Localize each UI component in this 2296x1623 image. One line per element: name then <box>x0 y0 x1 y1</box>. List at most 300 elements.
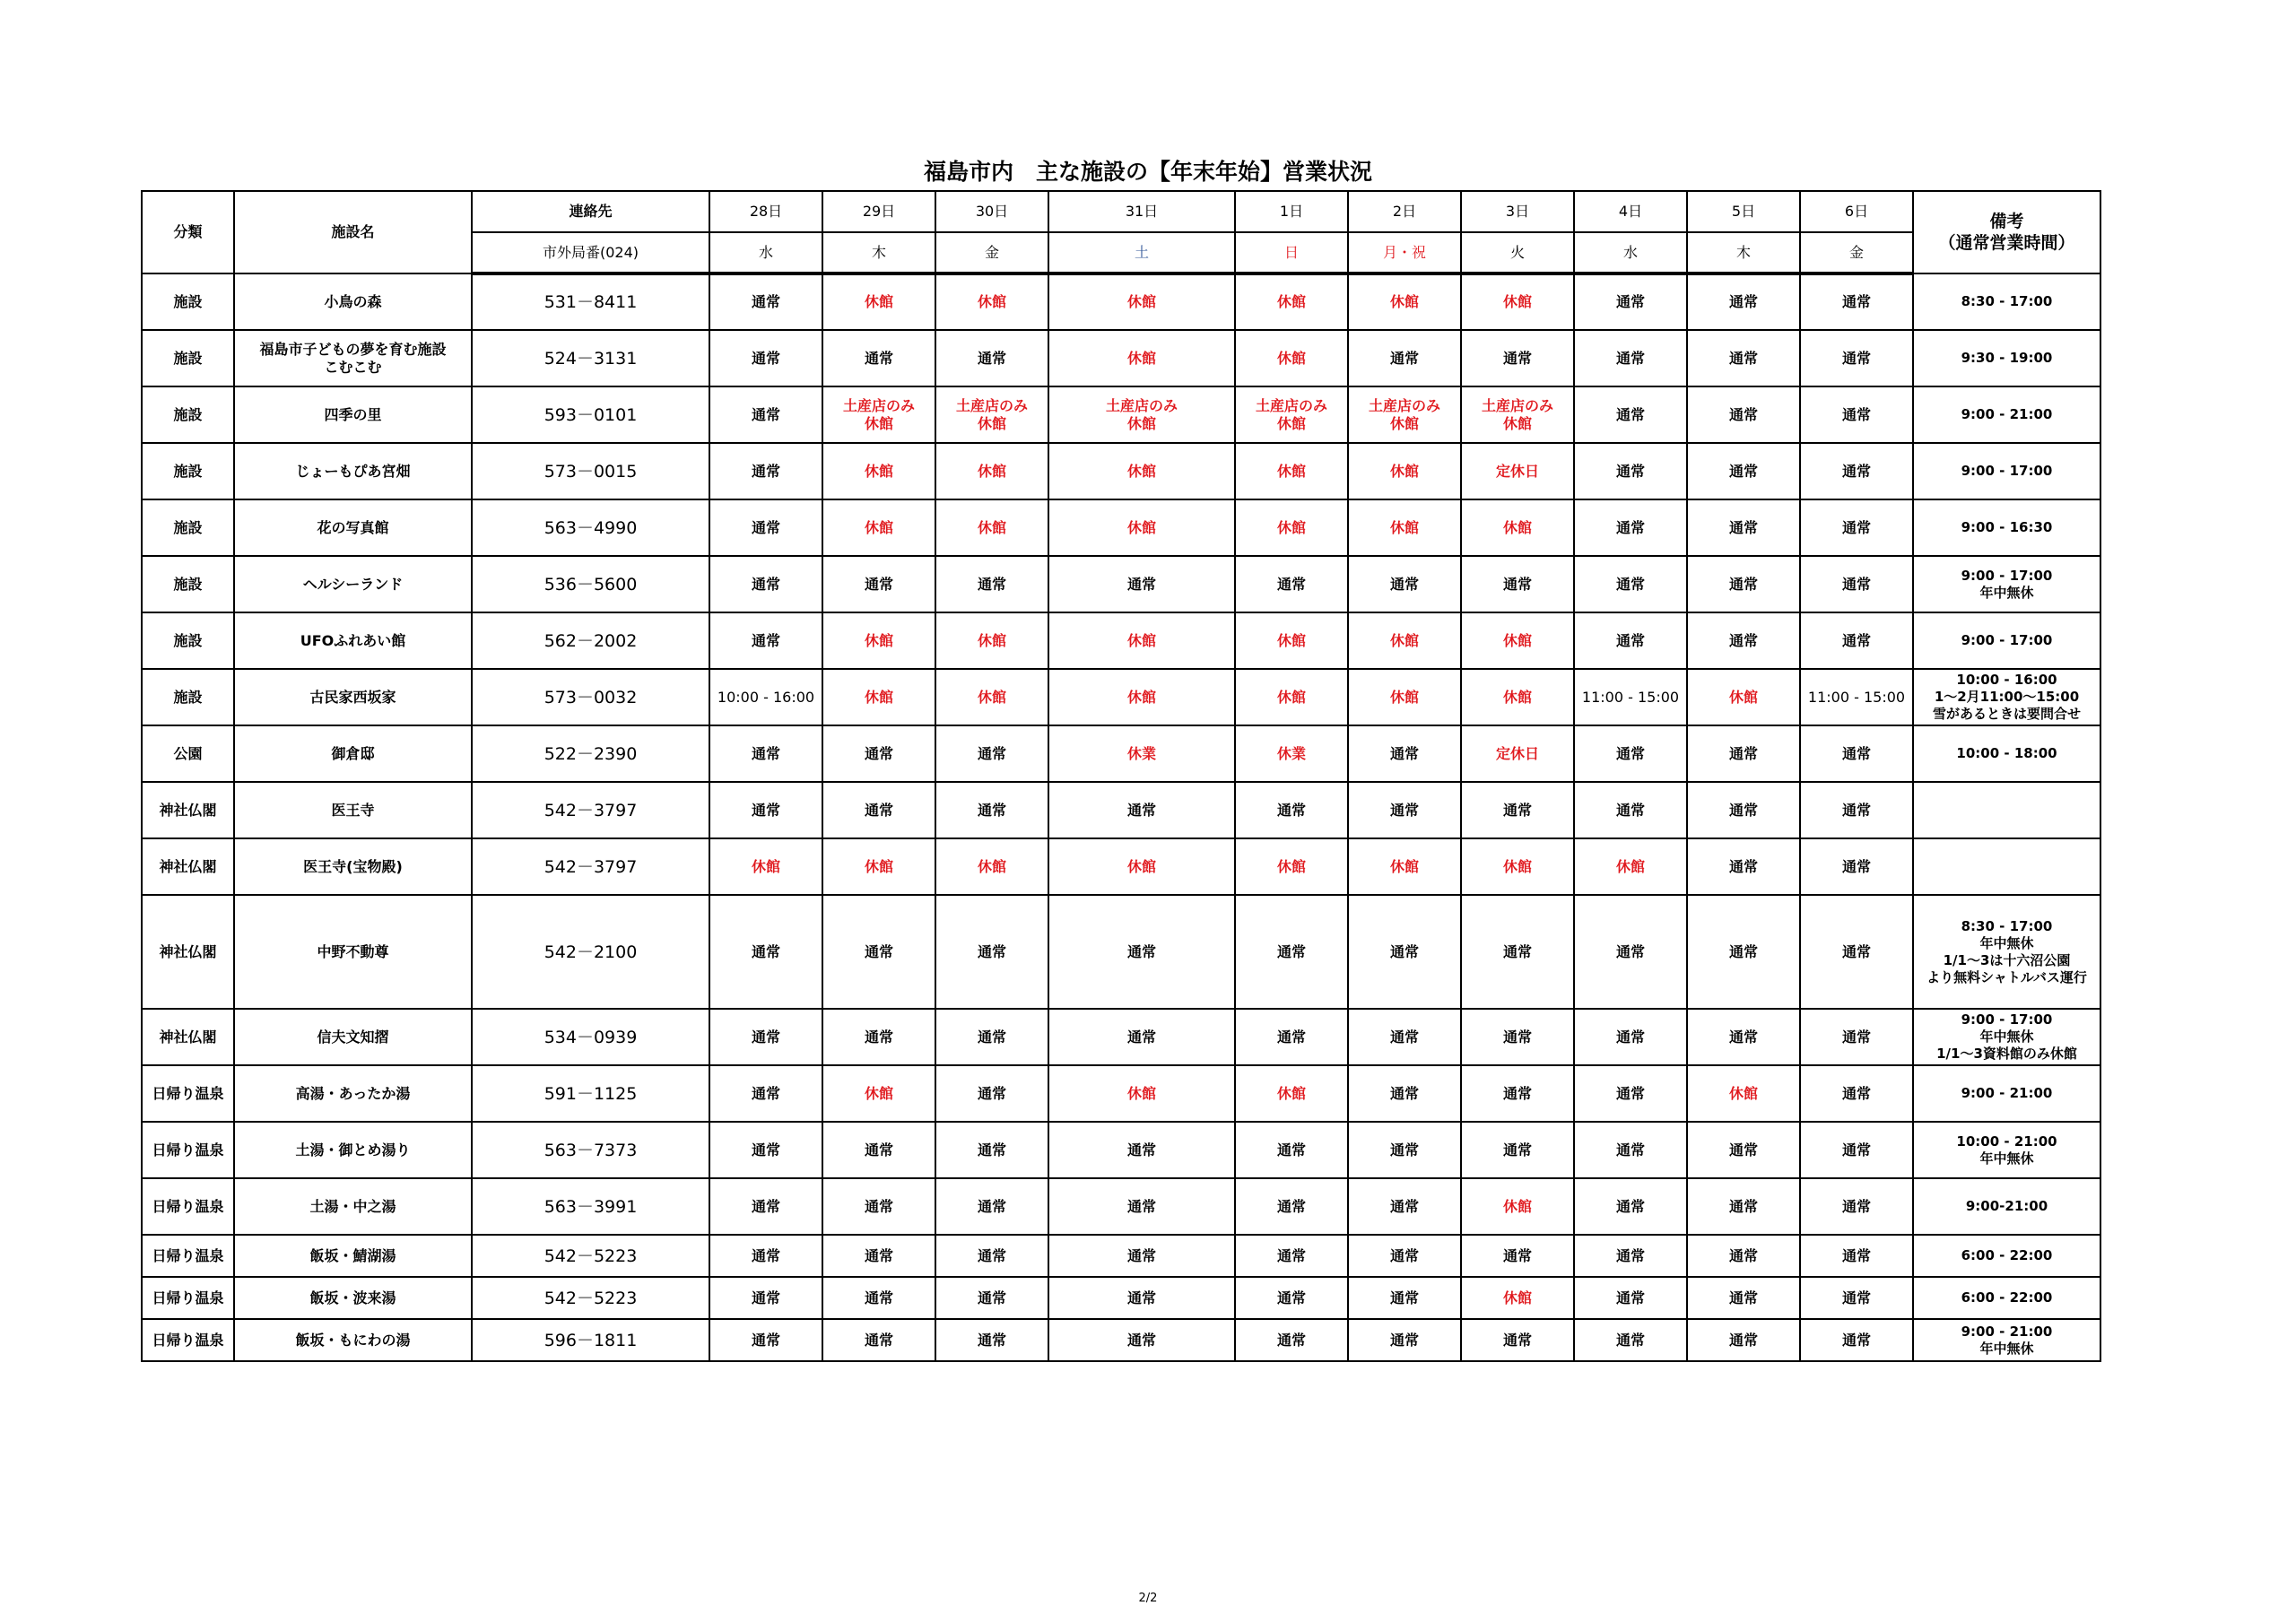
status-cell: 通常 <box>1800 725 1913 782</box>
status-cell: 通常 <box>1687 386 1800 443</box>
status-cell: 休館 <box>1348 612 1461 669</box>
status-cell: 通常 <box>1048 782 1235 838</box>
status-cell: 通常 <box>1800 273 1913 330</box>
page-title: 福島市内 主な施設の【年末年始】営業状況 <box>923 159 1372 185</box>
status-cell: 通常 <box>1800 330 1913 386</box>
status-cell: 休館 <box>1348 443 1461 499</box>
status-cell: 休館 <box>1235 669 1348 725</box>
status-cell: 通常 <box>1687 330 1800 386</box>
header-date: 30日 <box>935 191 1048 232</box>
status-cell: 定休日 <box>1461 725 1574 782</box>
facility-name-cell: 飯坂・鯖湖湯 <box>234 1235 472 1277</box>
status-cell: 休館 <box>1461 1178 1574 1235</box>
category-cell: 施設 <box>142 330 234 386</box>
category-cell: 日帰り温泉 <box>142 1065 234 1122</box>
status-cell: 通常 <box>1461 1122 1574 1178</box>
status-cell: 通常 <box>1235 782 1348 838</box>
table-row <box>142 386 2100 443</box>
status-cell: 通常 <box>1800 1065 1913 1122</box>
status-cell: 通常 <box>1800 895 1913 1009</box>
status-cell: 通常 <box>1687 499 1800 556</box>
header-date: 1日 <box>1235 191 1348 232</box>
status-cell: 通常 <box>709 895 822 1009</box>
phone-cell: 542－5223 <box>472 1235 709 1277</box>
status-cell: 休館 <box>935 669 1048 725</box>
table-row <box>142 782 2100 838</box>
facility-name-cell: 飯坂・波来湯 <box>234 1277 472 1319</box>
facility-name-cell: 四季の里 <box>234 386 472 443</box>
facility-name-cell: 花の写真館 <box>234 499 472 556</box>
table-row <box>142 556 2100 612</box>
status-cell: 休館 <box>1348 838 1461 895</box>
status-cell: 通常 <box>822 1178 935 1235</box>
note-cell: 9:30 - 19:00 <box>1913 330 2100 386</box>
status-cell: 通常 <box>935 782 1048 838</box>
facility-name-cell: 古民家西坂家 <box>234 669 472 725</box>
status-cell: 通常 <box>1574 330 1687 386</box>
note-cell: 9:00 - 17:00 <box>1913 612 2100 669</box>
status-cell: 休館 <box>1235 1065 1348 1122</box>
status-cell: 休館 <box>1348 499 1461 556</box>
phone-cell: 562－2002 <box>472 612 709 669</box>
status-cell: 通常 <box>1461 1235 1574 1277</box>
status-cell: 休館 <box>1348 669 1461 725</box>
status-cell: 休館 <box>1048 330 1235 386</box>
status-cell: 通常 <box>709 273 822 330</box>
facility-name-cell: 土湯・御とめ湯り <box>234 1122 472 1178</box>
status-cell: 通常 <box>1461 1319 1574 1361</box>
status-cell: 休館 <box>822 499 935 556</box>
header-date: 29日 <box>822 191 935 232</box>
status-cell: 通常 <box>935 1122 1048 1178</box>
status-cell: 通常 <box>1687 273 1800 330</box>
status-cell: 通常 <box>709 1277 822 1319</box>
category-cell: 神社仏閣 <box>142 895 234 1009</box>
status-cell: 通常 <box>1461 556 1574 612</box>
note-cell: 6:00 - 22:00 <box>1913 1235 2100 1277</box>
status-cell: 通常 <box>1461 895 1574 1009</box>
status-cell: 通常 <box>1574 725 1687 782</box>
header-area-code: 市外局番(024) <box>472 232 709 273</box>
status-cell: 通常 <box>1574 1122 1687 1178</box>
header-date: 5日 <box>1687 191 1800 232</box>
table-row <box>142 273 2100 330</box>
status-cell: 休館 <box>1461 273 1574 330</box>
status-cell: 休館 <box>822 443 935 499</box>
status-cell: 通常 <box>1348 330 1461 386</box>
status-cell: 通常 <box>709 1319 822 1361</box>
status-cell: 通常 <box>1687 612 1800 669</box>
header-category: 分類 <box>142 191 234 273</box>
status-cell: 通常 <box>1348 1065 1461 1122</box>
note-cell: 9:00 - 17:00 年中無休 <box>1913 556 2100 612</box>
status-cell: 通常 <box>1574 556 1687 612</box>
note-cell: 9:00 - 17:00 <box>1913 443 2100 499</box>
status-cell: 通常 <box>709 1009 822 1065</box>
status-cell: 通常 <box>1800 1277 1913 1319</box>
phone-cell: 596－1811 <box>472 1319 709 1361</box>
status-cell: 通常 <box>1348 725 1461 782</box>
status-cell: 通常 <box>709 1178 822 1235</box>
status-cell: 通常 <box>1574 1009 1687 1065</box>
status-cell: 通常 <box>1687 1235 1800 1277</box>
status-cell: 通常 <box>935 895 1048 1009</box>
status-cell: 休館 <box>1048 612 1235 669</box>
status-cell: 休館 <box>822 273 935 330</box>
note-cell: 10:00 - 18:00 <box>1913 725 2100 782</box>
header-contact: 連絡先 <box>472 191 709 232</box>
status-cell: 休館 <box>1235 838 1348 895</box>
header-date: 4日 <box>1574 191 1687 232</box>
status-cell: 定休日 <box>1461 443 1574 499</box>
category-cell: 施設 <box>142 612 234 669</box>
phone-cell: 542－5223 <box>472 1277 709 1319</box>
status-cell: 通常 <box>1461 1065 1574 1122</box>
status-cell: 通常 <box>1235 895 1348 1009</box>
note-cell: 8:30 - 17:00 年中無休 1/1～3は十六沼公園 より無料シャトルバス運行 <box>1913 895 2100 1009</box>
status-cell: 通常 <box>1574 499 1687 556</box>
status-cell: 通常 <box>1687 443 1800 499</box>
status-cell: 通常 <box>1574 1235 1687 1277</box>
status-cell: 通常 <box>935 1178 1048 1235</box>
status-cell: 通常 <box>1048 1122 1235 1178</box>
status-cell: 休館 <box>1048 273 1235 330</box>
note-cell: 10:00 - 21:00 年中無休 <box>1913 1122 2100 1178</box>
category-cell: 施設 <box>142 669 234 725</box>
table-row <box>142 1065 2100 1122</box>
status-cell: 通常 <box>935 1065 1048 1122</box>
status-cell: 土産店のみ 休館 <box>1048 386 1235 443</box>
status-cell: 通常 <box>1048 895 1235 1009</box>
status-cell: 休館 <box>709 838 822 895</box>
note-cell: 6:00 - 22:00 <box>1913 1277 2100 1319</box>
status-cell: 通常 <box>1348 1235 1461 1277</box>
header-weekday: 月・祝 <box>1348 232 1461 273</box>
status-cell: 休館 <box>935 273 1048 330</box>
status-cell: 休館 <box>822 669 935 725</box>
status-cell: 休館 <box>1461 612 1574 669</box>
status-cell: 通常 <box>709 443 822 499</box>
phone-cell: 563－7373 <box>472 1122 709 1178</box>
status-cell: 通常 <box>1235 1277 1348 1319</box>
phone-cell: 531－8411 <box>472 273 709 330</box>
header-weekday: 木 <box>822 232 935 273</box>
status-cell: 通常 <box>1048 1277 1235 1319</box>
header-date: 2日 <box>1348 191 1461 232</box>
status-cell: 通常 <box>1348 1319 1461 1361</box>
table-row <box>142 895 2100 1009</box>
status-cell: 通常 <box>1687 1009 1800 1065</box>
facility-name-cell: じょーもぴあ宮畑 <box>234 443 472 499</box>
phone-cell: 542－3797 <box>472 782 709 838</box>
facility-name-cell: ヘルシーランド <box>234 556 472 612</box>
status-cell: 11:00 - 15:00 <box>1574 669 1687 725</box>
status-cell: 通常 <box>1461 330 1574 386</box>
category-cell: 施設 <box>142 556 234 612</box>
header-date: 3日 <box>1461 191 1574 232</box>
status-cell: 通常 <box>709 782 822 838</box>
status-cell: 通常 <box>1235 1122 1348 1178</box>
status-cell: 通常 <box>1348 1122 1461 1178</box>
status-cell: 通常 <box>1048 1235 1235 1277</box>
status-cell: 通常 <box>1348 1178 1461 1235</box>
status-cell: 通常 <box>822 1009 935 1065</box>
status-cell: 通常 <box>935 725 1048 782</box>
status-cell: 通常 <box>1800 1122 1913 1178</box>
status-cell: 通常 <box>1235 556 1348 612</box>
status-cell: 通常 <box>822 1235 935 1277</box>
status-cell: 休館 <box>1235 443 1348 499</box>
status-cell: 通常 <box>935 1009 1048 1065</box>
table-body <box>142 273 2100 1361</box>
phone-cell: 536－5600 <box>472 556 709 612</box>
status-cell: 通常 <box>935 330 1048 386</box>
status-cell: 通常 <box>822 725 935 782</box>
status-cell: 通常 <box>1687 1277 1800 1319</box>
status-cell: 休館 <box>1048 838 1235 895</box>
status-cell: 休館 <box>822 838 935 895</box>
category-cell: 神社仏閣 <box>142 1009 234 1065</box>
status-cell: 休館 <box>1461 669 1574 725</box>
status-cell: 通常 <box>1574 1065 1687 1122</box>
category-cell: 施設 <box>142 443 234 499</box>
status-cell: 通常 <box>1348 895 1461 1009</box>
status-cell: 通常 <box>1048 556 1235 612</box>
header-weekday: 土 <box>1048 232 1235 273</box>
facility-name-cell: 中野不動尊 <box>234 895 472 1009</box>
status-cell: 10:00 - 16:00 <box>709 669 822 725</box>
status-cell: 休館 <box>1461 838 1574 895</box>
status-cell: 通常 <box>1048 1009 1235 1065</box>
status-cell: 通常 <box>1235 1009 1348 1065</box>
phone-cell: 573－0015 <box>472 443 709 499</box>
note-cell <box>1913 782 2100 838</box>
facility-name-cell: UFOふれあい館 <box>234 612 472 669</box>
phone-cell: 573－0032 <box>472 669 709 725</box>
note-cell <box>1913 838 2100 895</box>
status-cell: 通常 <box>1574 895 1687 1009</box>
status-cell: 通常 <box>1800 1009 1913 1065</box>
category-cell: 日帰り温泉 <box>142 1235 234 1277</box>
category-cell: 日帰り温泉 <box>142 1122 234 1178</box>
status-cell: 通常 <box>1687 1178 1800 1235</box>
status-cell: 通常 <box>1687 556 1800 612</box>
status-cell: 休館 <box>1687 669 1800 725</box>
status-cell: 通常 <box>822 1277 935 1319</box>
status-cell: 通常 <box>1574 1178 1687 1235</box>
status-cell: 通常 <box>1574 612 1687 669</box>
header-weekday: 水 <box>1574 232 1687 273</box>
category-cell: 日帰り温泉 <box>142 1319 234 1361</box>
status-cell: 通常 <box>709 556 822 612</box>
status-cell: 通常 <box>1687 1122 1800 1178</box>
status-cell: 土産店のみ 休館 <box>1348 386 1461 443</box>
status-cell: 通常 <box>935 1277 1048 1319</box>
status-cell: 休館 <box>1461 1277 1574 1319</box>
phone-cell: 542－2100 <box>472 895 709 1009</box>
status-cell: 土産店のみ 休館 <box>1235 386 1348 443</box>
phone-cell: 522－2390 <box>472 725 709 782</box>
status-cell: 通常 <box>1574 1319 1687 1361</box>
table-row <box>142 1235 2100 1277</box>
facility-name-cell: 小鳥の森 <box>234 273 472 330</box>
status-cell: 通常 <box>709 330 822 386</box>
category-cell: 日帰り温泉 <box>142 1277 234 1319</box>
status-cell: 通常 <box>1048 1178 1235 1235</box>
category-cell: 施設 <box>142 499 234 556</box>
phone-cell: 534－0939 <box>472 1009 709 1065</box>
table-row <box>142 1178 2100 1235</box>
status-cell: 通常 <box>709 1235 822 1277</box>
status-cell: 通常 <box>1574 1277 1687 1319</box>
status-cell: 休館 <box>935 499 1048 556</box>
header-weekday: 日 <box>1235 232 1348 273</box>
category-cell: 施設 <box>142 273 234 330</box>
status-cell: 通常 <box>822 782 935 838</box>
category-cell: 公園 <box>142 725 234 782</box>
table-row <box>142 838 2100 895</box>
status-cell: 土産店のみ 休館 <box>822 386 935 443</box>
phone-cell: 591－1125 <box>472 1065 709 1122</box>
header-date: 31日 <box>1048 191 1235 232</box>
status-cell: 通常 <box>1800 612 1913 669</box>
status-cell: 通常 <box>822 1319 935 1361</box>
header-date: 28日 <box>709 191 822 232</box>
table-row <box>142 1319 2100 1361</box>
table-row <box>142 443 2100 499</box>
status-cell: 通常 <box>1800 1319 1913 1361</box>
header-date: 6日 <box>1800 191 1913 232</box>
facility-name-cell: 御倉邸 <box>234 725 472 782</box>
facility-name-cell: 土湯・中之湯 <box>234 1178 472 1235</box>
status-cell: 通常 <box>1048 1319 1235 1361</box>
status-cell: 通常 <box>1800 443 1913 499</box>
status-cell: 通常 <box>822 1122 935 1178</box>
table-row <box>142 1122 2100 1178</box>
header-weekday: 金 <box>1800 232 1913 273</box>
status-cell: 通常 <box>1687 895 1800 1009</box>
phone-cell: 542－3797 <box>472 838 709 895</box>
status-cell: 休館 <box>1048 499 1235 556</box>
status-cell: 休館 <box>1048 669 1235 725</box>
status-cell: 通常 <box>1235 1178 1348 1235</box>
status-cell: 休館 <box>1235 273 1348 330</box>
category-cell: 日帰り温泉 <box>142 1178 234 1235</box>
note-cell: 9:00-21:00 <box>1913 1178 2100 1235</box>
schedule-table <box>141 190 2101 1362</box>
table-row <box>142 1277 2100 1319</box>
category-cell: 施設 <box>142 386 234 443</box>
status-cell: 通常 <box>1800 1178 1913 1235</box>
facility-name-cell: 医王寺 <box>234 782 472 838</box>
status-cell: 通常 <box>935 1319 1048 1361</box>
status-cell: 休館 <box>1235 499 1348 556</box>
table-row <box>142 499 2100 556</box>
note-cell: 9:00 - 21:00 <box>1913 386 2100 443</box>
status-cell: 通常 <box>1235 1319 1348 1361</box>
status-cell: 通常 <box>822 895 935 1009</box>
table-header <box>142 191 2100 273</box>
facility-name-cell: 医王寺(宝物殿) <box>234 838 472 895</box>
status-cell: 通常 <box>1800 386 1913 443</box>
status-cell: 休館 <box>1687 1065 1800 1122</box>
status-cell: 休館 <box>1461 499 1574 556</box>
status-cell: 通常 <box>1461 782 1574 838</box>
status-cell: 通常 <box>1348 1277 1461 1319</box>
status-cell: 通常 <box>935 1235 1048 1277</box>
status-cell: 通常 <box>709 1122 822 1178</box>
status-cell: 通常 <box>1800 782 1913 838</box>
status-cell: 休館 <box>935 612 1048 669</box>
phone-cell: 524－3131 <box>472 330 709 386</box>
status-cell: 休館 <box>935 838 1048 895</box>
status-cell: 休館 <box>1348 273 1461 330</box>
facility-name-cell: 福島市子どもの夢を育む施設 こむこむ <box>234 330 472 386</box>
status-cell: 休館 <box>1048 1065 1235 1122</box>
phone-cell: 563－4990 <box>472 499 709 556</box>
status-cell: 休館 <box>1048 443 1235 499</box>
status-cell: 通常 <box>1800 556 1913 612</box>
status-cell: 通常 <box>1574 273 1687 330</box>
status-cell: 通常 <box>1348 556 1461 612</box>
header-facility: 施設名 <box>234 191 472 273</box>
note-cell: 9:00 - 21:00 年中無休 <box>1913 1319 2100 1361</box>
category-cell: 神社仏閣 <box>142 782 234 838</box>
status-cell: 休業 <box>1235 725 1348 782</box>
note-cell: 9:00 - 21:00 <box>1913 1065 2100 1122</box>
status-cell: 休館 <box>1574 838 1687 895</box>
status-cell: 通常 <box>1687 1319 1800 1361</box>
phone-cell: 563－3991 <box>472 1178 709 1235</box>
status-cell: 通常 <box>709 386 822 443</box>
header-weekday: 木 <box>1687 232 1800 273</box>
status-cell: 休館 <box>1235 612 1348 669</box>
table-row <box>142 1009 2100 1065</box>
status-cell: 通常 <box>1800 838 1913 895</box>
note-cell: 9:00 - 16:30 <box>1913 499 2100 556</box>
status-cell: 通常 <box>1348 1009 1461 1065</box>
status-cell: 通常 <box>1348 782 1461 838</box>
status-cell: 通常 <box>1800 1235 1913 1277</box>
table-row <box>142 330 2100 386</box>
header-weekday: 水 <box>709 232 822 273</box>
status-cell: 通常 <box>1574 386 1687 443</box>
status-cell: 土産店のみ 休館 <box>935 386 1048 443</box>
status-cell: 通常 <box>1687 725 1800 782</box>
status-cell: 通常 <box>1574 782 1687 838</box>
category-cell: 神社仏閣 <box>142 838 234 895</box>
phone-cell: 593－0101 <box>472 386 709 443</box>
header-weekday: 金 <box>935 232 1048 273</box>
note-cell: 9:00 - 17:00 年中無休 1/1～3資料館のみ休館 <box>1913 1009 2100 1065</box>
status-cell: 休館 <box>1235 330 1348 386</box>
status-cell: 通常 <box>709 499 822 556</box>
status-cell: 通常 <box>709 612 822 669</box>
note-cell: 8:30 - 17:00 <box>1913 273 2100 330</box>
note-cell: 10:00 - 16:00 1～2月11:00～15:00 雪があるときは要問合せ <box>1913 669 2100 725</box>
status-cell: 11:00 - 15:00 <box>1800 669 1913 725</box>
status-cell: 通常 <box>1687 782 1800 838</box>
facility-name-cell: 飯坂・もにわの湯 <box>234 1319 472 1361</box>
page-number: 2/2 <box>1138 1592 1158 1605</box>
facility-name-cell: 信夫文知摺 <box>234 1009 472 1065</box>
status-cell: 通常 <box>709 1065 822 1122</box>
table-row <box>142 612 2100 669</box>
status-cell: 通常 <box>1461 1009 1574 1065</box>
status-cell: 通常 <box>935 556 1048 612</box>
status-cell: 土産店のみ 休館 <box>1461 386 1574 443</box>
status-cell: 通常 <box>1687 838 1800 895</box>
